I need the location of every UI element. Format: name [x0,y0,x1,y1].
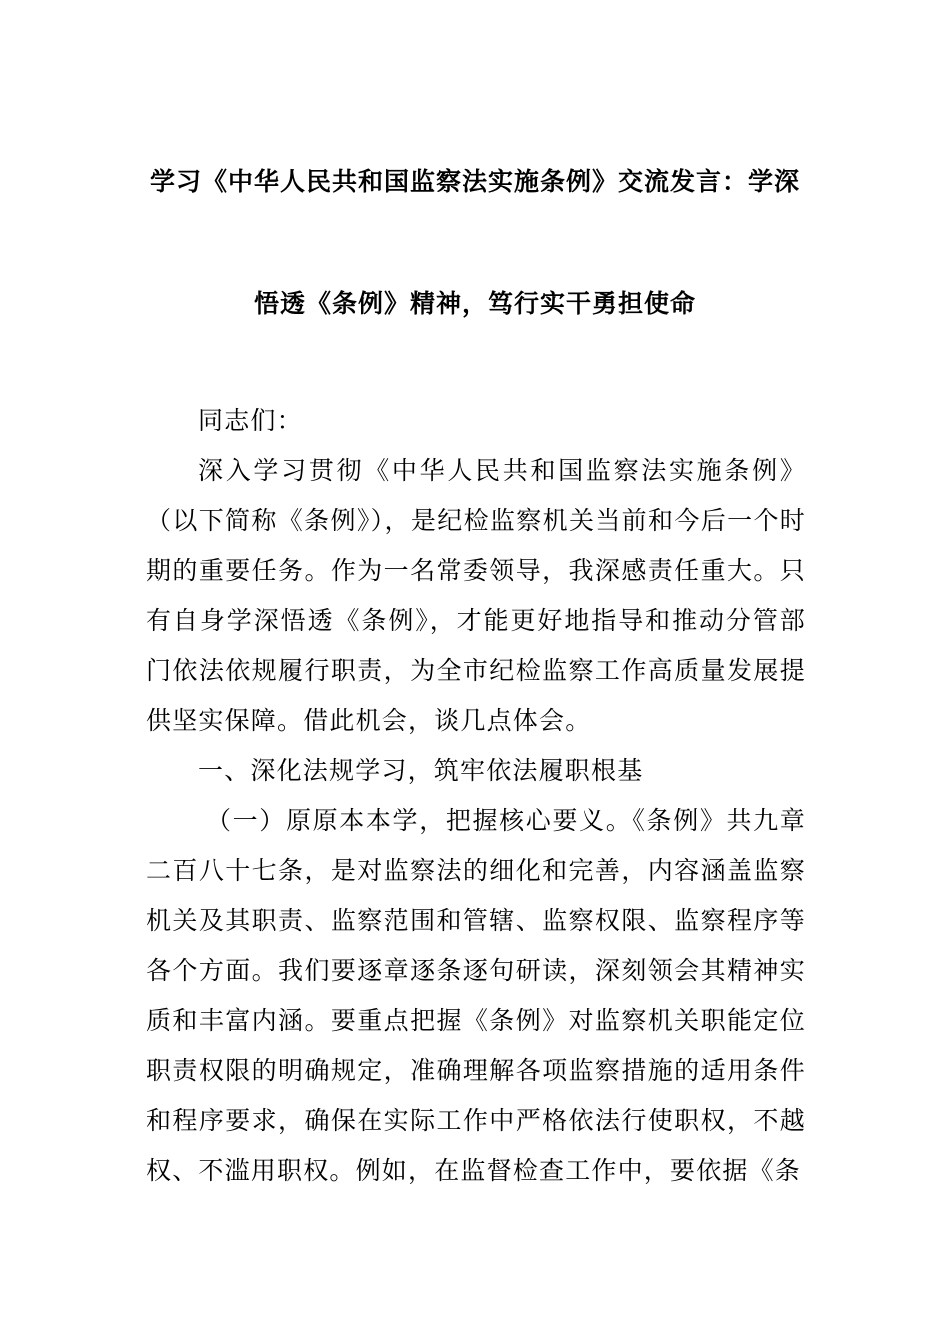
subsection-paragraph-1: （一）原原本本学，把握核心要义。《条例》共九章二百八十七条，是对监察法的细化和完善，内容涵盖监察机关及其职责、监察范围和管辖、监察权限、监察程序等各个方面。我们要逐章逐条逐句研读，深刻领会其精神实质和丰富内涵。要重点把握《条例》对监察机关职能定位职责权限的明确规定，准确理解各项监察措施的适用条件和程序要求，确保在实际工作中严格依法行使职权，不越权、不滥用职权。例如，在监督检查工作中，要依据《条 [146,806,806,1185]
section-heading-1: 一、深化法规学习，筑牢依法履职根基 [198,756,644,785]
document-title-line-1: 学习《中华人民共和国监察法实施条例》交流发言：学深 [149,167,800,196]
salutation: 同志们： [198,406,303,435]
body-paragraph-intro: 深入学习贯彻《中华人民共和国监察法实施条例》（以下简称《条例》），是纪检监察机关当前和今后一个时期的重要任务。作为一名常委领导，我深感责任重大。只有自身学深悟透《条例》，才能更好地指导和推动分管部门依法依规履行职责，为全市纪检监察工作高质量发展提供坚实保障。借此机会，谈几点体会。 [146,456,806,735]
document-body [146,396,806,1196]
document-title-line-2: 悟透《条例》精神，笃行实干勇担使命 [253,289,696,318]
